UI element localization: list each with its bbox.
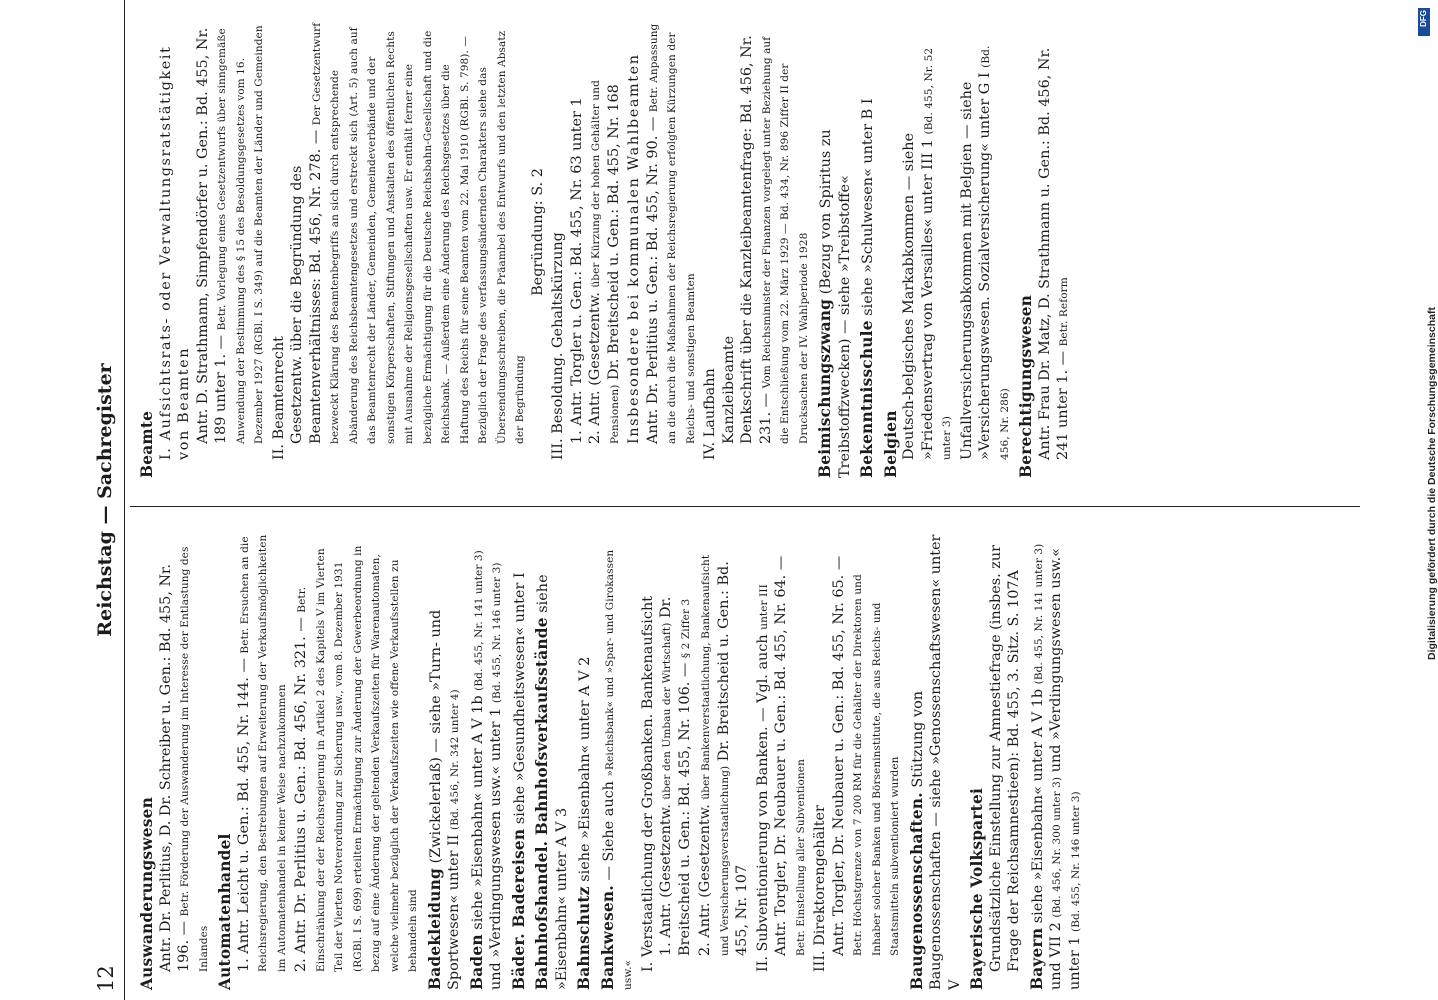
entry-note: Betr. Einstellung aller Subventionen	[794, 759, 807, 956]
right-column	[138, 20, 1358, 478]
entry-heading: Belgien	[881, 410, 900, 478]
entry-text: Gesetzentw. über die Begründung des Beamtenverhältnisses: Bd. 456, Nr. 278. —	[289, 129, 324, 444]
entry-text: Dr. Breitscheid u. Gen.: Bd. 455, Nr. 168	[605, 84, 622, 380]
entry-heading: Bayerische Volkspartei	[968, 787, 986, 990]
entry-text: 2. Antr. (Gesetzentw.	[697, 804, 713, 956]
section-heading: I. Verstaatlichung der Großbanken. Bankenaufsicht	[639, 595, 656, 972]
entry-belgien	[882, 20, 1014, 478]
entry-baugenossenschaften	[908, 532, 965, 990]
entry-text: — Siehe auch	[600, 781, 617, 881]
entry-text: (Bezug von Spiritus zu Treibstoffzwecken) — siehe »Treibstoffe«	[818, 129, 853, 478]
entry-text: 1. Antr. Torgler u. Gen.: Bd. 455, Nr. 63 unter 1	[568, 97, 585, 444]
entry-text: 1. Antr. Leicht u. Gen.: Bd. 455, Nr. 144. —	[235, 658, 252, 972]
section-heading: II. Beamtenrecht	[270, 336, 287, 460]
entry-text: siehe »Eisenbahn« unter A V 1b	[469, 695, 486, 930]
entry-heading: Auswanderungswesen	[138, 797, 156, 990]
entry-heading: Beamte	[138, 410, 156, 478]
section-heading: III. Besoldung. Gehaltskürzung	[550, 232, 566, 460]
entry-note: Betr. Höchstgrenze von 7 200 RM für die Gehälter der Direktoren und Inhaber solcher Banken und Börseninstitute, die aus Reichs- und Staatsmitteln subventioniert wurden	[852, 574, 901, 956]
entry-text: siehe »Schulwesen« unter B I	[860, 98, 876, 316]
page-number: 12	[94, 965, 118, 992]
entry-note: (Bd. 456, Nr. 300 unter 3)	[1051, 776, 1063, 918]
entry-note: (Bd. 456, Nr. 286)	[980, 45, 1011, 460]
section-heading: III. Direktorengehälter	[812, 805, 828, 972]
entry-text: siehe »Eisenbahn« unter A V 3	[535, 574, 570, 990]
subsection-heading: Kanzleibeamte	[720, 335, 737, 444]
entry-heading: Automatenhandel	[216, 833, 234, 990]
entry-note: (Bd. 455, Nr. 141 unter 3)	[1032, 543, 1045, 685]
entry-note: Betr. Ersuchen an die Reichsregierung, den Bestrebungen auf Erweiterung der Verkaufsmöglichkeiten im Automatenhandel in keiner Weise nachzukommen	[238, 534, 288, 972]
entry-beamte	[138, 20, 812, 478]
entry-beimischungszwang	[816, 20, 854, 478]
entry-text: Antr. D. Strathmann, Simpfendörfer u. Gen.: Bd. 455, Nr. 189 unter 1. —	[194, 27, 229, 444]
entry-note: (Bd. 455, Nr. 146 unter 3)	[1069, 791, 1082, 932]
entry-text: und »Verdingungswesen usw.« unter 1	[488, 707, 504, 990]
entry-bayerische-volkspartei	[968, 532, 1024, 990]
entry-note: (Bd. 455, Nr. 146 unter 3)	[491, 562, 503, 704]
entry-text: Denkschrift über die Kanzleibeamtenfrage: Bd. 456, Nr. 231. —	[739, 35, 774, 444]
entry-note: über Kürzung der hohen Gehälter und Pensionen)	[590, 80, 621, 444]
entry-text: siehe »Eisenbahn« unter A V 2	[577, 656, 593, 882]
entry-heading: Bäder. Badereisen	[509, 828, 528, 990]
entry-note: Betr. Anpassung an die durch die Maßnahmen der Reichsregierung erfolgten Kürzungen der Reichs- und sonstigen Beamten	[647, 23, 697, 444]
entry-heading: Bahnhofshandel. Bahnhofsverkaufsstände	[533, 617, 551, 990]
entry-note: (Bd. 456, Nr. 342 unter 4)	[449, 689, 461, 830]
entry-automatenhandel	[216, 532, 422, 990]
entry-note: Vom Reichsminister der Finanzen vorgelegt unter Beziehung auf die Entschließung vom 22. März 1929 — Bd. 434, Nr. 896 Ziffer II der Drucksachen der IV. Wahlperiode 1928	[760, 36, 810, 444]
entry-note: Der Gesetzentwurf bezweckt Klärung des Beamtenbegriffs an sich durch entsprechende Abänderung des Reichsbeamtengesetzes und erstreckt sich (Art. 5) auch auf das Beamtenrecht der Länder, Gemeinden, Gemeindeverbände und der sonstigen Körperschaften, Stiftungen und Anstalten des öffentlichen Rechts mit Ausnahme der Religionsgesellschaften usw. Er enthält ferner eine bezügliche Ermächtigung für die Deutsche Reichsbahn-Gesellschaft und die Reichsbank. — Außerdem eine Änderung des Reichsgesetzes über die Haftung des Reichs für seine Beamten vom 22. Mai 1910 (RGBl. S. 798). — Bezüglich der Frage des verfassungsändernden Charakters siehe das Übersendungsschreiben, die Präambel des Entwurfs und den letzten Absatz der Begründung	[310, 22, 526, 444]
subsection-heading: Insbesondere bei kommunalen Wahlbeamten	[626, 53, 642, 444]
entry-heading: Bankwesen.	[598, 885, 617, 990]
rotated-page	[90, 0, 1380, 1000]
entry-text: Antr. Torgler, Dr. Neubauer u. Gen.: Bd. 455, Nr. 64. —	[773, 555, 789, 956]
header-rule	[124, 0, 125, 1000]
entry-auswanderungswesen	[138, 532, 212, 990]
entry-baeder	[510, 532, 530, 990]
section-heading: I. Aufsichtsrats- oder Verwaltungsratstätigkeit von Beamten	[157, 45, 192, 460]
entry-note: § 2 Ziffer 3	[679, 598, 692, 659]
entry-berechtigungswesen	[1017, 20, 1073, 478]
entry-note: Betr. Vorlegung eines Gesetzentwurfs über sinngemäße Anwendung der Bestimmung des § 15 des Besoldungsgesetzes vom 16. Dezember 1927 (RGBl. I S. 349) auf die Beamten der Länder und Gemeinden	[216, 25, 265, 444]
entry-text: Antr. Dr. Perlitius, D. Dr. Schreiber u. Gen.: Bd. 455, Nr. 196. —	[157, 564, 192, 972]
entry-baden	[468, 532, 506, 990]
entry-heading: Baden	[467, 934, 486, 990]
entry-bayern	[1028, 532, 1085, 990]
entry-text: Dr. Breitscheid u. Gen.: Bd. 455, Nr. 107	[715, 561, 750, 956]
entry-note: unter III	[757, 584, 770, 630]
entry-text: Antr. Frau Dr. Matz, D. Strathmann u. Gen.: Bd. 456, Nr. 241 unter 1. —	[1036, 47, 1071, 460]
entry-heading: Baugenossenschaften.	[907, 792, 926, 990]
entry-heading: Beimischungszwang	[816, 298, 834, 478]
entry-text: Antr. Dr. Perlitius u. Gen.: Bd. 455, Nr. 90. —	[644, 116, 661, 444]
entry-heading: Bekenntnisschule	[858, 320, 876, 478]
entry-note: über Bankenverstaatlichung, Bankenaufsicht und Versicherungsverstaatlichung)	[700, 554, 731, 956]
running-head	[90, 0, 130, 1000]
digitization-stamp: Digitalisierung gefördert durch die Deutsche Forschungsgemeinschaft	[1426, 307, 1438, 660]
dfg-logo-text: DFG	[1419, 10, 1428, 27]
entry-heading: Badekleidung	[425, 868, 444, 990]
entry-note: über den Umbau der Wirtschaft)	[661, 622, 673, 800]
entry-text: und VII 2	[1048, 922, 1064, 990]
section-heading: II. Subventionierung von Banken. — Vgl. auch	[754, 634, 771, 972]
entry-text: siehe »Gesundheitswesen« unter I	[511, 572, 528, 825]
entry-note: (Bd. 455, Nr. 141 unter 3)	[472, 550, 485, 691]
entry-heading: Berechtigungswesen	[1017, 294, 1035, 478]
entry-text: Antr. Torgler, Dr. Neubauer u. Gen.: Bd. 455, Nr. 65. —	[830, 555, 847, 956]
entry-text: 2. Antr. (Gesetzentw.	[587, 292, 603, 444]
entry-text: Stützung von Baugenossenschaften — siehe »Genossenschaftswesen« unter V	[909, 534, 963, 990]
entry-bankwesen	[599, 532, 904, 990]
entry-text: 2. Antr. Dr. Perlitius u. Gen.: Bd. 456, Nr. 321. —	[293, 617, 309, 972]
entry-bahnhofshandel	[533, 532, 571, 990]
entry-text: Grundsätzliche Einstellung zur Amnestiefrage (insbes. zur Frage der Reichsamnestieen): Bd. 455, 3. Sitz. S. 107A	[987, 544, 1022, 972]
entry-text: (Zwickelerlaß) — siehe »Turn- und Sportwesen« unter II	[427, 609, 462, 990]
entry-note: »Reichsbank« und »Spar- und Girokassen usw.«	[603, 549, 634, 990]
entry-note: Betr. Reform	[1058, 277, 1070, 347]
entry-bahnschutz	[575, 532, 595, 990]
entry-heading: Bahnschutz	[575, 886, 593, 990]
entry-text: Unfallversicherungsabkommen mit Belgien — siehe »Versicherungswesen. Sozialversicherung« unter G I	[958, 72, 993, 460]
entry-note: Betr. Einschränkung der der Reichsregierung in Artikel 2 des Kapitels V im Vierten Teil der Vierten Notverordnung zur Sicherung usw., vom 8. Dezember 1931 (RGBl. I S. 699) erteilten Ermächtigung zur Änderung der Gewerbeordnung in bezug auf eine Änderung der geltenden Verkaufszeiten für Warenautomaten, welche vielmehr bezüglich der Verkaufszeiten wie offene Verkaufsstellen zu behandeln sind	[296, 545, 419, 972]
entry-text: Dr. Breitscheid u. Gen.: Bd. 455, Nr. 106. —	[658, 596, 693, 956]
left-column	[138, 532, 1358, 990]
entry-badekleidung	[426, 532, 464, 990]
entry-text: Deutsch-belgisches Markabkommen — siehe »Friedensvertrag von Versailles« unter III 1	[901, 132, 936, 460]
entry-text: und »Verdingungswesen usw.« unter 1	[1048, 548, 1083, 990]
section-heading: IV. Laufbahn	[702, 368, 718, 460]
entry-text: siehe »Eisenbahn« unter A V 1b	[1029, 688, 1046, 924]
entry-bekenntnisschule	[858, 20, 878, 478]
entry-text: 1. Antr. (Gesetzentw.	[658, 804, 674, 956]
entry-heading: Bayern	[1027, 927, 1046, 990]
entry-text: Begründung: S. 2	[529, 168, 546, 296]
column-divider	[130, 506, 1360, 507]
entry-note: Betr. Förderung der Auswanderung im Interesse der Entlastung des Inlandes	[179, 546, 210, 972]
page-title: Reichstag — Sachregister	[94, 363, 116, 637]
entry-note: (Bd. 455, Nr. 52 unter 3)	[922, 47, 953, 460]
